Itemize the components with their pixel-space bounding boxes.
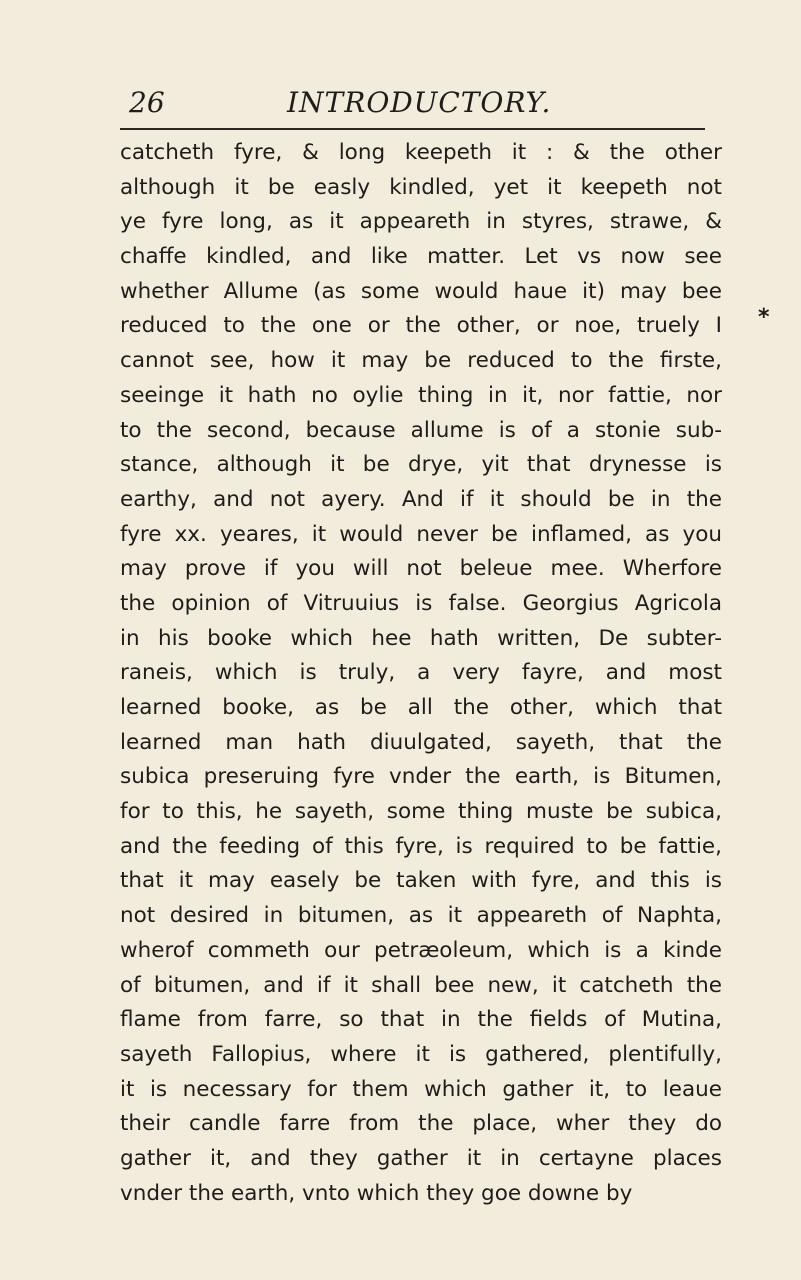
text-line: to the second, because allume is of a stonie sub- [120,417,722,443]
margin-asterisk: * [758,305,770,330]
text-line: chaffe kindled, and like matter. Let vs now see [120,244,722,270]
text-line: fyre xx. yeares, it would never be inflamed, as you [120,521,722,547]
text-line: learned booke, as be all the other, which that [120,695,722,720]
text-line: subica preseruing fyre vnder the earth, is Bitumen, [120,764,722,790]
text-line: seeinge it hath no oylie thing in it, nor fattie, nor [120,382,722,408]
text-line: learned man hath diuulgated, sayeth, that the [120,729,722,755]
text-line: sayeth Fallopius, where it is gathered, plentifully, [120,1041,722,1067]
text-line: raneis, which is truly, a very fayre, and most [120,660,722,686]
text-line: stance, although it be drye, yit that drynesse is [120,452,722,478]
text-line: in his booke which hee hath written, De subter- [120,625,722,651]
body-text [120,136,722,1211]
text-line: reduced to the one or the other, or noe, truely I [120,313,722,339]
text-line: not desired in bitumen, as it appeareth of Naphta, [120,903,722,929]
text-line: their candle farre from the place, wher they do [120,1111,722,1137]
text-line: of bitumen, and if it shall bee new, it catcheth the [120,972,722,998]
text-line: for to this, he sayeth, some thing muste be subica, [120,799,722,825]
text-line: whether Allume (as some would haue it) may bee [120,278,722,304]
text-line: vnder the earth, vnto which they goe downe by [120,1180,633,1206]
text-line: and the feeding of this fyre, is required to be fattie, [120,833,722,859]
running-head: INTRODUCTORY. [287,86,552,119]
text-line: earthy, and not ayery. And if it should be in the [120,486,722,512]
header-rule [120,128,705,130]
text-line: although it be easly kindled, yet it keepeth not [120,174,722,200]
text-line: flame from farre, so that in the fields of Mutina, [120,1007,722,1033]
text-line: catcheth fyre, & long keepeth it : & the other [120,140,722,165]
text-line: may prove if you will not beleue mee. Wherfore [120,556,722,582]
page-number: 26 [129,86,165,119]
text-line: that it may easely be taken with fyre, and this is [120,868,722,894]
text-line: gather it, and they gather it in certayne places [120,1145,722,1171]
text-line: it is necessary for them which gather it, to leaue [120,1076,722,1102]
text-line: the opinion of Vitruuius is false. Georgius Agricola [120,590,722,616]
text-line: ye fyre long, as it appeareth in styres, strawe, & [120,209,722,235]
text-line: wherof commeth our petræoleum, which is a kinde [120,937,722,963]
page-header [120,78,705,126]
text-line: cannot see, how it may be reduced to the firste, [120,348,722,374]
